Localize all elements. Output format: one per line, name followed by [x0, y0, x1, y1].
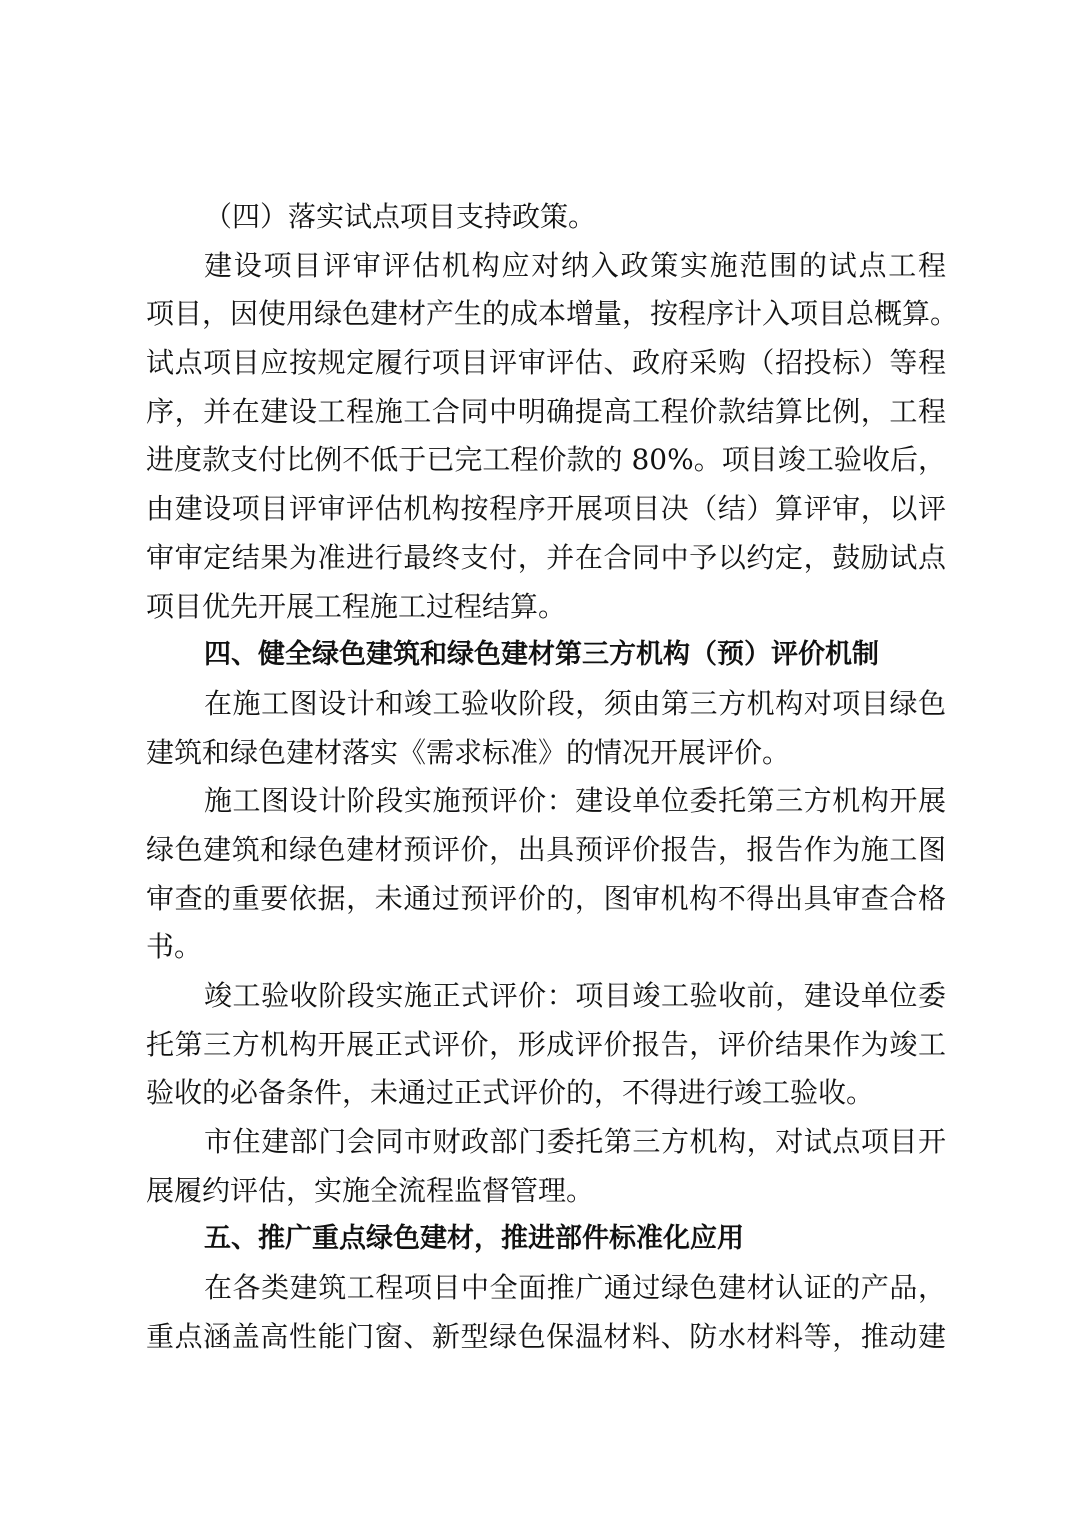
section-heading: 四、健全绿色建筑和绿色建材第三方机构（预）评价机制: [204, 639, 879, 671]
document-page: [146, 193, 959, 1362]
paragraph-line: 序，并在建设工程施工合同中明确提高工程价款结算比例，工程: [146, 394, 946, 428]
paragraph-line: 在各类建筑工程项目中全面推广通过绿色建材认证的产品，: [204, 1271, 946, 1305]
paragraph-line: 施工图设计阶段实施预评价：建设单位委托第三方机构开展: [204, 784, 946, 818]
subsection-heading: （四）落实试点项目支持政策。: [204, 200, 597, 233]
paragraph-line: 试点项目应按规定履行项目评审评估、政府采购（招投标）等程: [146, 346, 946, 380]
paragraph-line: 重点涵盖高性能门窗、新型绿色保温材料、防水材料等，推动建: [146, 1319, 946, 1353]
paragraph-line: 进度款支付比例不低于已完工程价款的 80%。项目竣工验收后，: [146, 443, 946, 477]
paragraph-line: 绿色建筑和绿色建材预评价，出具预评价报告，报告作为施工图: [146, 832, 946, 866]
paragraph-line: 由建设项目评审评估机构按程序开展项目决（结）算评审，以评: [146, 492, 946, 526]
paragraph-line: 在施工图设计和竣工验收阶段，须由第三方机构对项目绿色: [204, 686, 946, 720]
section-heading: 五、推广重点绿色建材，推进部件标准化应用: [204, 1223, 744, 1255]
paragraph-line: 市住建部门会同市财政部门委托第三方机构，对试点项目开: [204, 1125, 946, 1159]
paragraph-line: 审审定结果为准进行最终支付，并在合同中予以约定，鼓励试点: [146, 540, 946, 574]
paragraph-line: 竣工验收阶段实施正式评价：项目竣工验收前，建设单位委: [204, 979, 946, 1012]
paragraph-line: 项目，因使用绿色建材产生的成本增量，按程序计入项目总概算。: [146, 297, 959, 331]
paragraph-line: 验收的必备条件，未通过正式评价的，不得进行竣工验收。: [146, 1076, 875, 1110]
paragraph-line: 托第三方机构开展正式评价，形成评价报告，评价结果作为竣工: [146, 1027, 946, 1061]
paragraph-line: 审查的重要依据，未通过预评价的，图审机构不得出具审查合格: [146, 881, 946, 915]
paragraph-line: 书。: [146, 930, 203, 964]
paragraph-line: 展履约评估，实施全流程监督管理。: [146, 1173, 595, 1207]
paragraph-line: 建筑和绿色建材落实《需求标准》的情况开展评价。: [146, 735, 791, 769]
paragraph-line: 项目优先开展工程施工过程结算。: [146, 589, 567, 623]
paragraph-line: 建设项目评审评估机构应对纳入政策实施范围的试点工程: [204, 248, 946, 282]
